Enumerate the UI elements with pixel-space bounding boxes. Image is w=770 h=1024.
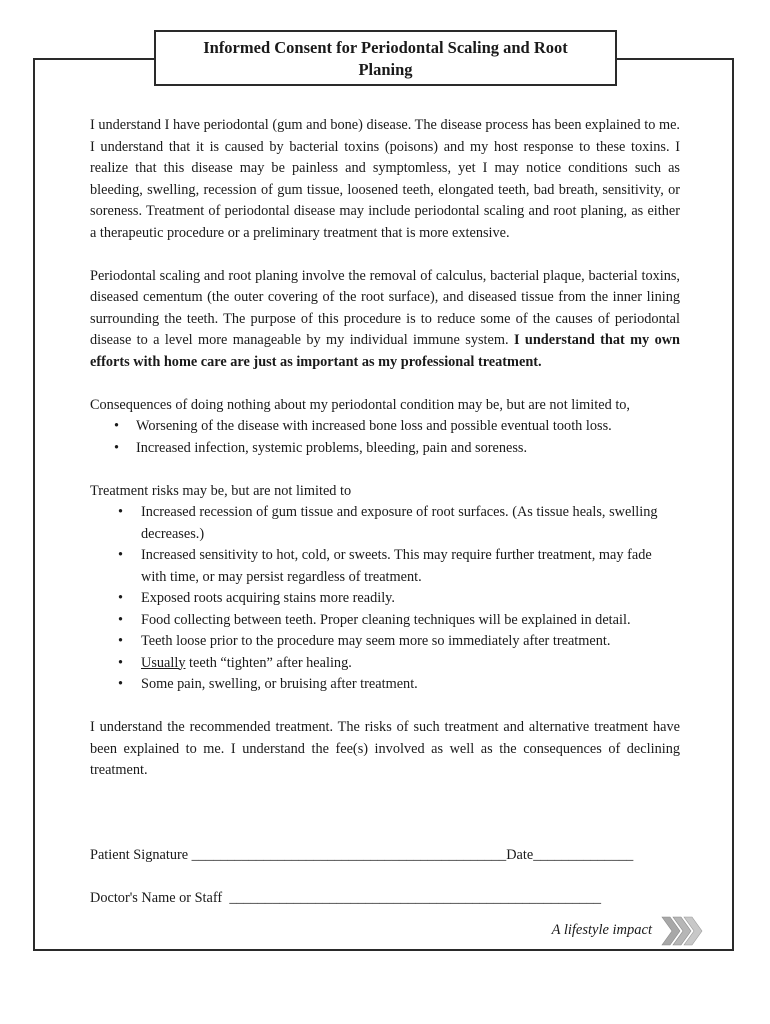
doctor-name-field[interactable]: ____________________________________________________ (229, 890, 602, 906)
risks-intro: Treatment risks may be, but are not limited to (90, 482, 352, 499)
document-body (90, 115, 680, 782)
title-line-2: Planing (358, 60, 413, 79)
patient-signature-field[interactable]: ____________________________________________ (191, 847, 507, 863)
patient-signature-row (90, 845, 633, 866)
procedure-text: Periodontal scaling and root planing involve the removal of calculus, bacterial plaque, bacterial toxins, diseased cementum (the outer covering of the root surface), and diseased tissue from the inner lining surrounding the teeth. The purpose of this procedure is to reduce some of the causes of periodontal disease to a level more manageable by my individual immune system. (90, 267, 680, 348)
chevron-arrows-icon (660, 913, 706, 949)
paragraph-disease-explanation: I understand I have periodontal (gum and bone) disease. The disease process has been explained to me. I understand that it is caused by bacterial toxins (poisons) and my host response to these toxins. I realize that this disease may be painless and symptomless, yet I may notice conditions such as bleeding, swelling, recession of gum tissue, loosened teeth, elongated teeth, bad breath, sensitivity, or soreness. Treatment of periodontal disease may include periodontal scaling and root planing, as either a therapeutic procedure or a preliminary treatment that is more extensive. (90, 117, 680, 241)
list-item: • Increased infection, systemic problems, bleeding, pain and soreness. (90, 438, 680, 460)
consequences-list (90, 416, 680, 459)
list-item: • Increased recession of gum tissue and exposure of root surfaces. (As tissue heals, swelling decreases.) (90, 502, 680, 545)
tagline: A lifestyle impact (551, 922, 652, 938)
doctor-signature-row (90, 888, 601, 909)
doctor-name-label: Doctor's Name or Staff (90, 890, 223, 906)
home-care-statement: I understand that my own efforts with home care are just as important as my professional treatment. (90, 332, 681, 370)
list-item: • Exposed roots acquiring stains more readily. (90, 588, 680, 610)
list-item: • Increased sensitivity to hot, cold, or sweets. This may require further treatment, may fade with time, or may persist regardless of treatment. (90, 545, 680, 588)
list-item: • Food collecting between teeth. Proper cleaning techniques will be explained in detail. (90, 610, 680, 632)
consequences-intro: Consequences of doing nothing about my periodontal condition may be, but are not limited to, (90, 396, 631, 413)
usually-word: Usually (141, 654, 186, 671)
title-line-1: Informed Consent for Periodontal Scaling and Root (203, 38, 568, 57)
paragraph-closing: I understand the recommended treatment. The risks of such treatment and alternative treatment have been explained to me. I understand the fee(s) involved as well as the consequences of declining treatment. (90, 719, 680, 778)
patient-signature-label: Patient Signature (90, 847, 189, 863)
list-item: • Worsening of the disease with increased bone loss and possible eventual tooth loss. (90, 416, 680, 438)
date-label: Date (506, 847, 534, 863)
list-item: • Some pain, swelling, or bruising after treatment. (90, 674, 680, 696)
risks-list (90, 502, 680, 696)
date-field[interactable]: ______________ (533, 847, 634, 863)
title-box (154, 30, 617, 86)
list-item (90, 653, 680, 675)
paragraph-procedure (90, 266, 680, 374)
list-item: • Teeth loose prior to the procedure may seem more so immediately after treatment. (90, 631, 680, 653)
usually-rest: teeth “tighten” after healing. (185, 654, 352, 671)
